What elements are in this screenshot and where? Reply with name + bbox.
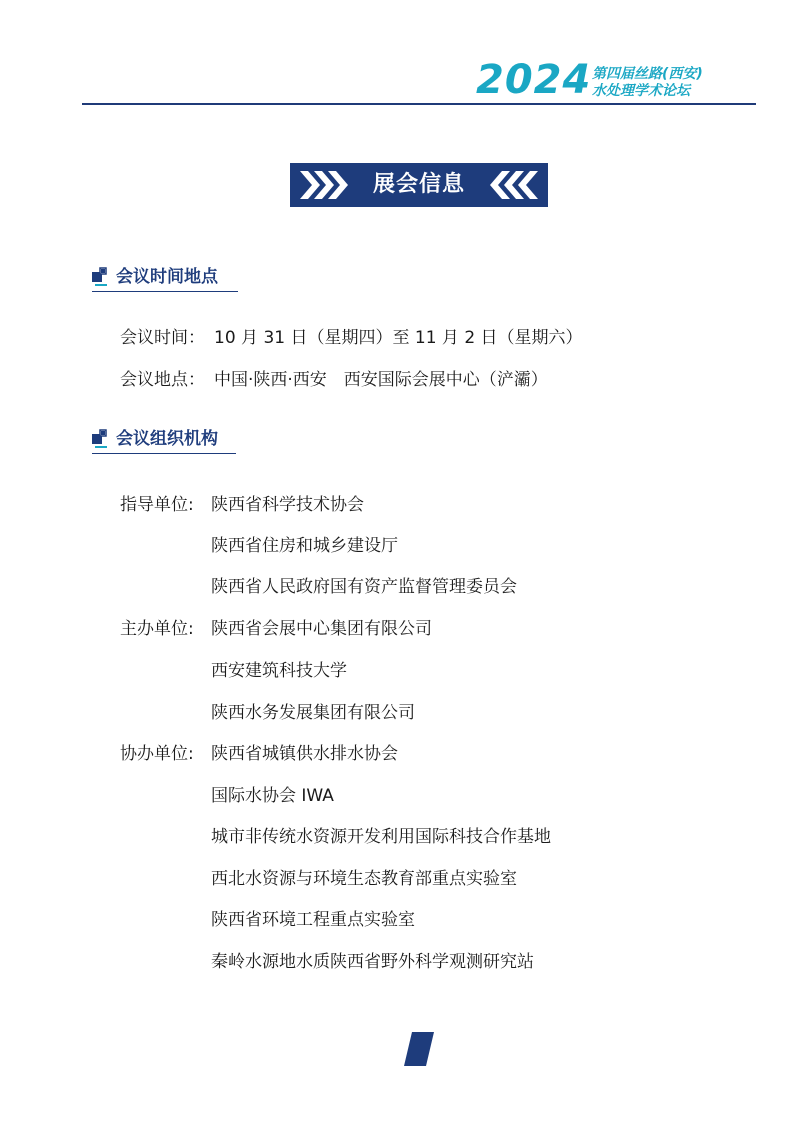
guide-unit-item: 陕西省科学技术协会 bbox=[211, 495, 364, 515]
header-divider bbox=[82, 103, 756, 105]
section-banner bbox=[290, 163, 548, 207]
section-heading-label: 会议时间地点 bbox=[116, 267, 218, 287]
co-unit-item: 陕西省城镇供水排水协会 bbox=[211, 744, 398, 764]
host-unit-item: 陕西省会展中心集团有限公司 bbox=[211, 619, 432, 639]
header-year: 2024 bbox=[476, 57, 592, 103]
section-bullet-icon bbox=[92, 427, 110, 451]
co-unit-item: 秦岭水源地水质陕西省野外科学观测研究站 bbox=[211, 952, 534, 972]
guide-unit-item: 陕西省人民政府国有资产监督管理委员会 bbox=[211, 577, 517, 597]
host-unit-item: 陕西水务发展集团有限公司 bbox=[211, 703, 415, 723]
section-underline bbox=[92, 453, 236, 454]
section-underline bbox=[92, 291, 238, 292]
co-unit-item: 西北水资源与环境生态教育部重点实验室 bbox=[211, 869, 517, 889]
meeting-time-label: 会议时间： bbox=[120, 328, 205, 348]
host-unit-item: 西安建筑科技大学 bbox=[211, 661, 347, 681]
page-marker-icon bbox=[404, 1032, 434, 1066]
meeting-place-label: 会议地点： bbox=[120, 370, 205, 390]
meeting-place-value: 中国·陕西·西安 西安国际会展中心（浐灞） bbox=[214, 370, 548, 390]
co-unit-label: 协办单位: bbox=[120, 744, 194, 764]
host-unit-label: 主办单位: bbox=[120, 619, 194, 639]
header-subtitle-line2: 水处理学术论坛 bbox=[592, 83, 690, 99]
section-bullet-icon bbox=[92, 265, 110, 289]
header-subtitle-line1: 第四届丝路(西安) bbox=[592, 66, 703, 82]
co-unit-item: 国际水协会 IWA bbox=[211, 786, 334, 806]
co-unit-item: 城市非传统水资源开发利用国际科技合作基地 bbox=[211, 827, 551, 847]
guide-unit-label: 指导单位: bbox=[120, 495, 194, 515]
section-heading-label: 会议组织机构 bbox=[116, 429, 218, 449]
header-forum-title bbox=[592, 66, 703, 100]
co-unit-item: 陕西省环境工程重点实验室 bbox=[211, 910, 415, 930]
chevron-left-icon bbox=[482, 163, 544, 207]
banner-title: 展会信息 bbox=[372, 172, 465, 197]
meeting-time-value: 10 月 31 日（星期四）至 11 月 2 日（星期六） bbox=[214, 328, 583, 348]
guide-unit-item: 陕西省住房和城乡建设厅 bbox=[211, 536, 398, 556]
